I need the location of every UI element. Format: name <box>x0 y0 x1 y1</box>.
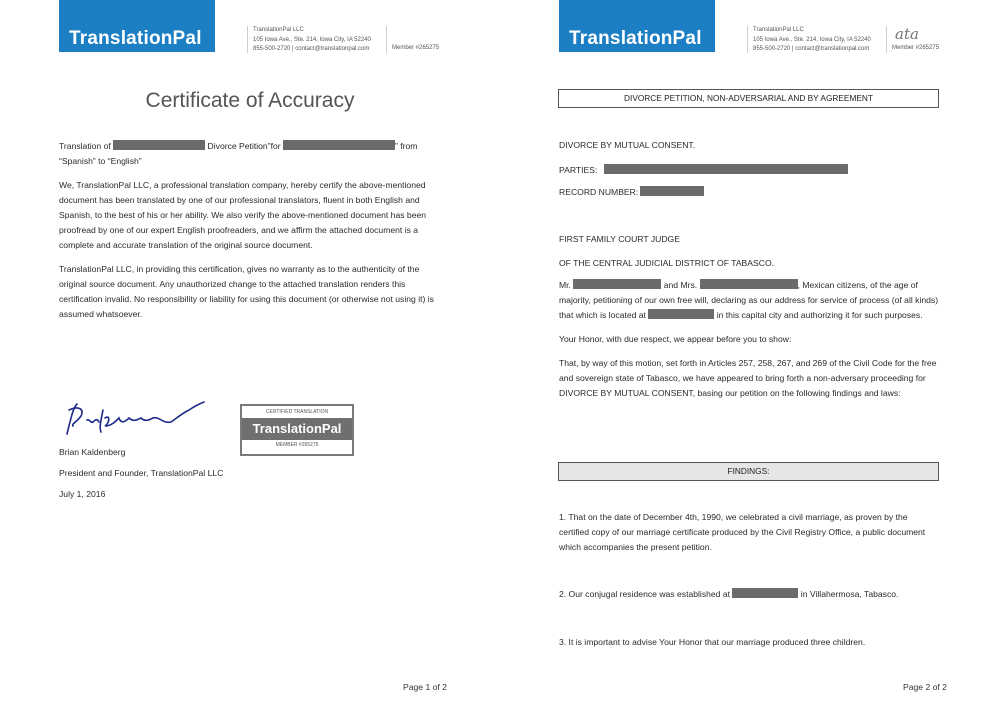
redacted-record-number <box>640 186 704 196</box>
signature-image <box>59 396 209 442</box>
member-number: Member #265275 <box>892 45 940 51</box>
document-heading: DIVORCE PETITION, NON-ADVERSARIAL AND BY AGREEMENT <box>558 89 939 108</box>
company-address: 105 Iowa Ave., Ste. 214, Iowa City, IA 52240 <box>253 36 371 43</box>
signer-title: President and Founder, TranslationPal LLC <box>59 468 224 478</box>
stamp-caption: CERTIFIED TRANSLATION <box>265 409 329 415</box>
company-name: TranslationPal LLC <box>753 27 804 33</box>
company-name: TranslationPal LLC <box>253 27 304 33</box>
parties-line: PARTIES: <box>559 164 848 175</box>
header-divider <box>747 26 748 53</box>
finding-1: 1. That on the date of December 4th, 1990, we celebrated a civil marriage, as proven by the certified copy of our marriage certificate produced by the Civil Registry Office, a public document which accompanies the present petition. <box>559 512 926 552</box>
district-line: OF THE CENTRAL JUDICIAL DISTRICT OF TABASCO. <box>559 258 775 268</box>
signature-date: July 1, 2016 <box>59 489 106 499</box>
findings-heading: FINDINGS: <box>558 462 939 481</box>
page-title: Certificate of Accuracy <box>145 89 355 112</box>
stamp-member: MEMBER #265275 <box>275 442 319 448</box>
header-divider <box>247 26 248 53</box>
petition-page <box>500 0 1000 707</box>
header-divider <box>386 26 387 53</box>
page-number: Page 2 of 2 <box>903 682 947 692</box>
appearance-paragraph: Your Honor, with due respect, we appear before you to show: <box>559 334 792 344</box>
signer-block <box>59 442 309 505</box>
finding-3: 3. It is important to advise Your Honor that our marriage produced three children. <box>559 637 866 647</box>
header-contact-block <box>753 26 871 55</box>
signer-name: Brian Kaldenberg <box>59 447 126 457</box>
brand-logo-text: TranslationPal <box>569 28 702 49</box>
redacted-address <box>648 309 714 319</box>
header-divider <box>886 26 887 53</box>
redacted-name <box>700 279 798 289</box>
brand-logo <box>59 0 215 52</box>
redacted-name <box>573 279 661 289</box>
header-contact-block <box>253 26 371 55</box>
redacted-address <box>732 588 798 598</box>
disclaimer-paragraph: TranslationPal LLC, in providing this certification, gives no warranty as to the authenticity of the original source document. Any unauthorized change to the attached translation renders this certification invalid. No responsibility or liability for using this document (or otherwise not using it) is assumed whatsoever. <box>59 264 434 319</box>
finding-2: 2. Our conjugal residence was established at in Villahermosa, Tabasco. <box>559 589 899 599</box>
certification-paragraph: We, TranslationPal LLC, a professional translation company, hereby certify the above-mentioned document has been translated by one of our professional translators, fluent in both English and Spanish, to the best of his or her ability. We also verify the above-mentioned document has been proofread by one of our expert English proofreaders, and we affirm the attached document is a complete and accurate translation of the original source document. <box>59 180 427 250</box>
petition-body <box>559 278 939 410</box>
company-contact: 855-500-2720 | contact@translationpal.com <box>253 46 370 52</box>
brand-logo-text: TranslationPal <box>69 28 202 49</box>
company-address: 105 Iowa Ave., Ste. 214, Iowa City, IA 52240 <box>753 36 871 43</box>
motion-paragraph: That, by way of this motion, set forth in Articles 257, 258, 267, and 269 of the Civil Code for the free and sovereign state of Tabasco, we have appeared to bring forth a non-adversary proceeding for DIVORCE BY MUTUAL CONSENT, basing our petition on the following findings and laws: <box>559 358 937 398</box>
stamp-brand: TranslationPal <box>242 418 352 440</box>
svg-text:ata: ata <box>895 25 919 43</box>
brand-logo <box>559 0 715 52</box>
ata-logo <box>893 25 935 43</box>
certificate-body <box>59 139 444 331</box>
company-contact: 855-500-2720 | contact@translationpal.com <box>753 46 870 52</box>
redacted-parties <box>604 164 848 174</box>
page-number: Page 1 of 2 <box>403 682 447 692</box>
judge-line: FIRST FAMILY COURT JUDGE <box>559 234 680 244</box>
redacted-name <box>113 140 205 150</box>
record-number-line: RECORD NUMBER: <box>559 186 704 197</box>
translation-line: Translation of Divorce Petition”for ” from “Spanish” to “English” <box>59 141 418 166</box>
member-number: Member #265275 <box>392 45 440 51</box>
consent-line: DIVORCE BY MUTUAL CONSENT. <box>559 140 696 150</box>
redacted-name <box>283 140 395 150</box>
parties-paragraph: Mr. and Mrs. , Mexican citizens, of the age of majority, petitioning of our own free will, declaring as our address for service of process (of all kinds) that which is located at in this capital city and authorizing it for such purposes. <box>559 280 939 320</box>
